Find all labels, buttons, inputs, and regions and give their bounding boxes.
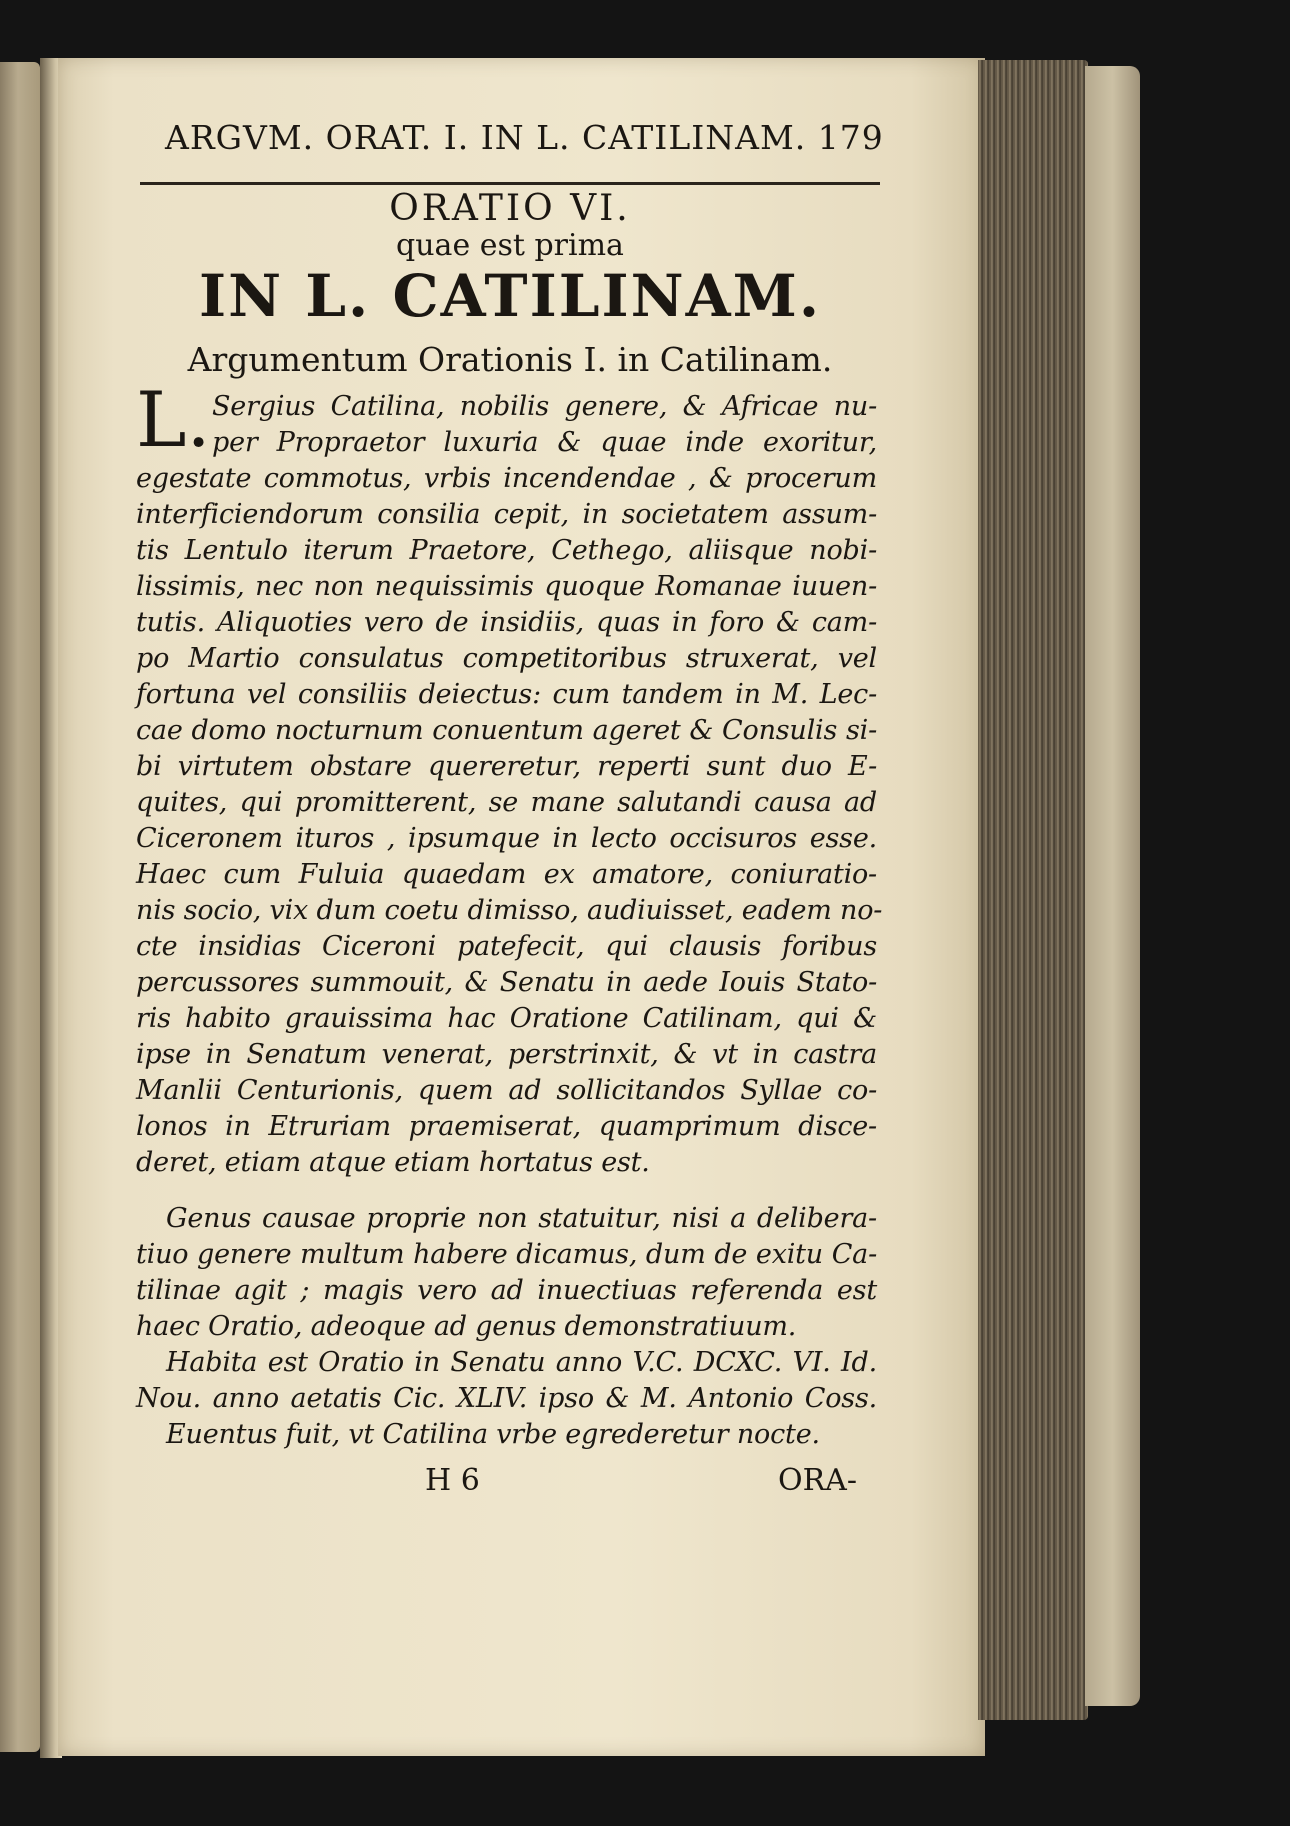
text-line: egestate commotus, vrbis incendendae , & procerum bbox=[136, 463, 877, 494]
text-line: Nou. anno aetatis Cic. XLIV. ipso & M. Antonio Coss. bbox=[136, 1383, 877, 1414]
text-line: percussores summouit, & Senatu in aede Iouis Stato- bbox=[136, 967, 877, 998]
catchword: ORA- bbox=[778, 1463, 857, 1498]
text-line: Haec cum Fuluia quaedam ex amatore, coniuratio- bbox=[136, 859, 877, 890]
text-line: deret, etiam atque etiam hortatus est. bbox=[136, 1147, 650, 1178]
header-rule bbox=[140, 182, 880, 185]
text-line: cte insidias Ciceroni patefecit, qui clausis foribus bbox=[136, 931, 877, 962]
text-line: Ciceronem ituros , ipsumque in lecto occisuros esse. bbox=[136, 823, 877, 854]
subtitle: quae est prima bbox=[396, 228, 624, 263]
page-edges bbox=[978, 60, 1088, 1720]
signature-mark: H 6 bbox=[425, 1463, 480, 1498]
text-line: tis Lentulo iterum Praetore, Cethego, aliisque nobi- bbox=[136, 535, 877, 566]
main-title: IN L. CATILINAM. bbox=[198, 262, 822, 330]
book-cover-edge bbox=[1085, 66, 1140, 1706]
text-line: Euentus fuit, vt Catilina vrbe egrederetur nocte. bbox=[166, 1419, 820, 1450]
text-line: Manlii Centurionis, quem ad sollicitandos Syllae co- bbox=[136, 1075, 877, 1106]
text-line: bi virtutem obstare quereretur, reperti sunt duo E- bbox=[136, 751, 877, 782]
text-line: per Propraetor luxuria & quae inde exoritur, bbox=[212, 427, 877, 458]
text-line: interficiendorum consilia cepit, in societatem assum- bbox=[136, 499, 877, 530]
oratio-number: ORATIO VI. bbox=[389, 188, 631, 229]
text-line: Sergius Catilina, nobilis genere, & Africae nu- bbox=[212, 391, 877, 422]
text-line: ris habito grauissima hac Oratione Catilinam, qui & bbox=[136, 1003, 877, 1034]
text-line: po Martio consulatus competitoribus struxerat, vel bbox=[136, 643, 877, 674]
argument-heading: Argumentum Orationis I. in Catilinam. bbox=[187, 340, 833, 379]
text-line: haec Oratio, adeoque ad genus demonstratiuum. bbox=[136, 1311, 797, 1342]
text-line: lissimis, nec non nequissimis quoque Romanae iuuen- bbox=[136, 571, 877, 602]
drop-cap: L. bbox=[136, 375, 211, 464]
text-line: Habita est Oratio in Senatu anno V.C. DCXC. VI. Id. bbox=[166, 1347, 877, 1378]
text-line: fortuna vel consiliis deiectus: cum tandem in M. Lec- bbox=[136, 679, 877, 710]
text-line: ipse in Senatum venerat, perstrinxit, & vt in castra bbox=[136, 1039, 877, 1070]
text-line: lonos in Etruriam praemiserat, quamprimum disce- bbox=[136, 1111, 877, 1142]
text-line: tutis. Aliquoties vero de insidiis, quas in foro & cam- bbox=[136, 607, 877, 638]
text-line: Genus causae proprie non statuitur, nisi a delibera- bbox=[166, 1203, 877, 1234]
running-head: ARGVM. ORAT. I. IN L. CATILINAM. 179 bbox=[165, 118, 884, 157]
text-line: tilinae agit ; magis vero ad inuectiuas referenda est bbox=[136, 1275, 877, 1306]
left-page-edge bbox=[0, 62, 40, 1752]
text-line: quites, qui promitterent, se mane salutandi causa ad bbox=[136, 787, 877, 818]
text-line: nis socio, vix dum coetu dimisso, audiuisset, eadem no- bbox=[136, 895, 883, 926]
text-line: cae domo nocturnum conuentum ageret & Consulis si- bbox=[136, 715, 877, 746]
text-line: tiuo genere multum habere dicamus, dum de exitu Ca- bbox=[136, 1239, 877, 1270]
